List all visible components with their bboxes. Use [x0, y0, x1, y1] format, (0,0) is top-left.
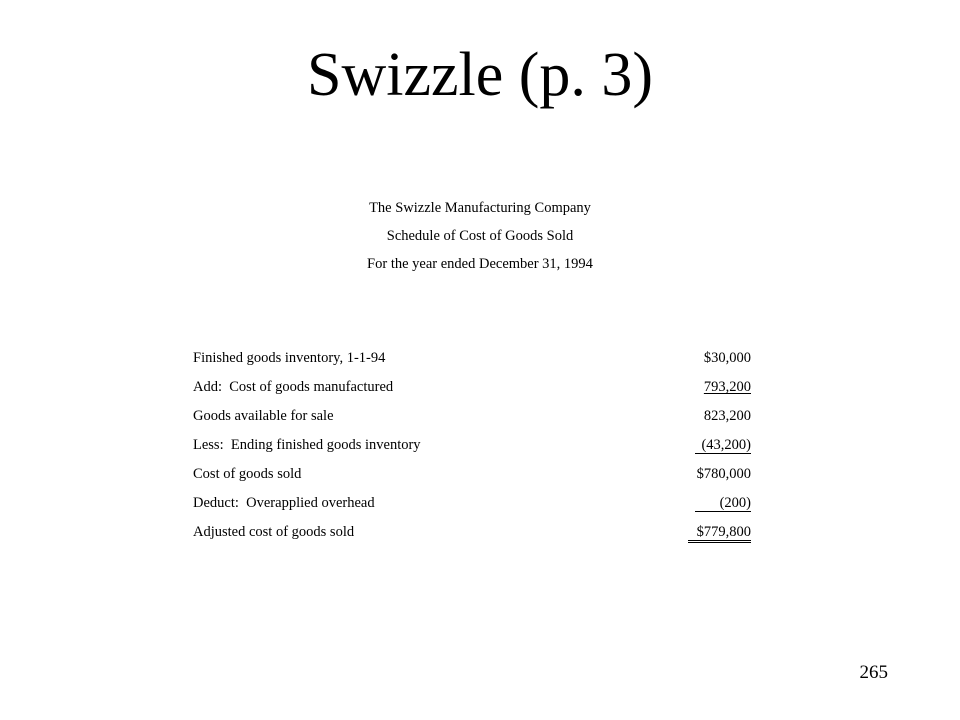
- report-period: For the year ended December 31, 1994: [367, 256, 593, 272]
- company-name: The Swizzle Manufacturing Company: [369, 200, 591, 216]
- row-amount: $30,000: [703, 350, 751, 366]
- schedule-row: [193, 460, 751, 489]
- schedule-row: [193, 373, 751, 402]
- schedule-heading: [0, 194, 960, 278]
- schedule-row-total: [193, 518, 751, 547]
- row-label: Cost of goods sold: [193, 466, 302, 482]
- row-label: Add: Cost of goods manufactured: [193, 379, 394, 395]
- row-amount: $780,000: [696, 466, 751, 482]
- page-number: 265: [859, 662, 888, 683]
- schedule-row: [193, 402, 751, 431]
- row-label: Adjusted cost of goods sold: [193, 524, 355, 540]
- row-amount: 823,200: [703, 408, 751, 424]
- row-amount: $779,800: [688, 524, 751, 543]
- cost-of-goods-sold-schedule: [193, 344, 751, 547]
- row-amount: (200): [695, 495, 751, 512]
- schedule-row: [193, 431, 751, 460]
- report-title: Schedule of Cost of Goods Sold: [386, 228, 574, 244]
- row-amount: (43,200): [695, 437, 751, 454]
- row-amount: 793,200: [703, 379, 751, 395]
- slide-title: Swizzle (p. 3): [306, 41, 654, 109]
- row-label: Goods available for sale: [193, 408, 334, 424]
- schedule-row: [193, 489, 751, 518]
- row-label: Deduct: Overapplied overhead: [193, 495, 375, 511]
- row-label: Finished goods inventory, 1-1-94: [193, 350, 386, 366]
- schedule-row: [193, 344, 751, 373]
- row-label: Less: Ending finished goods inventory: [193, 437, 421, 453]
